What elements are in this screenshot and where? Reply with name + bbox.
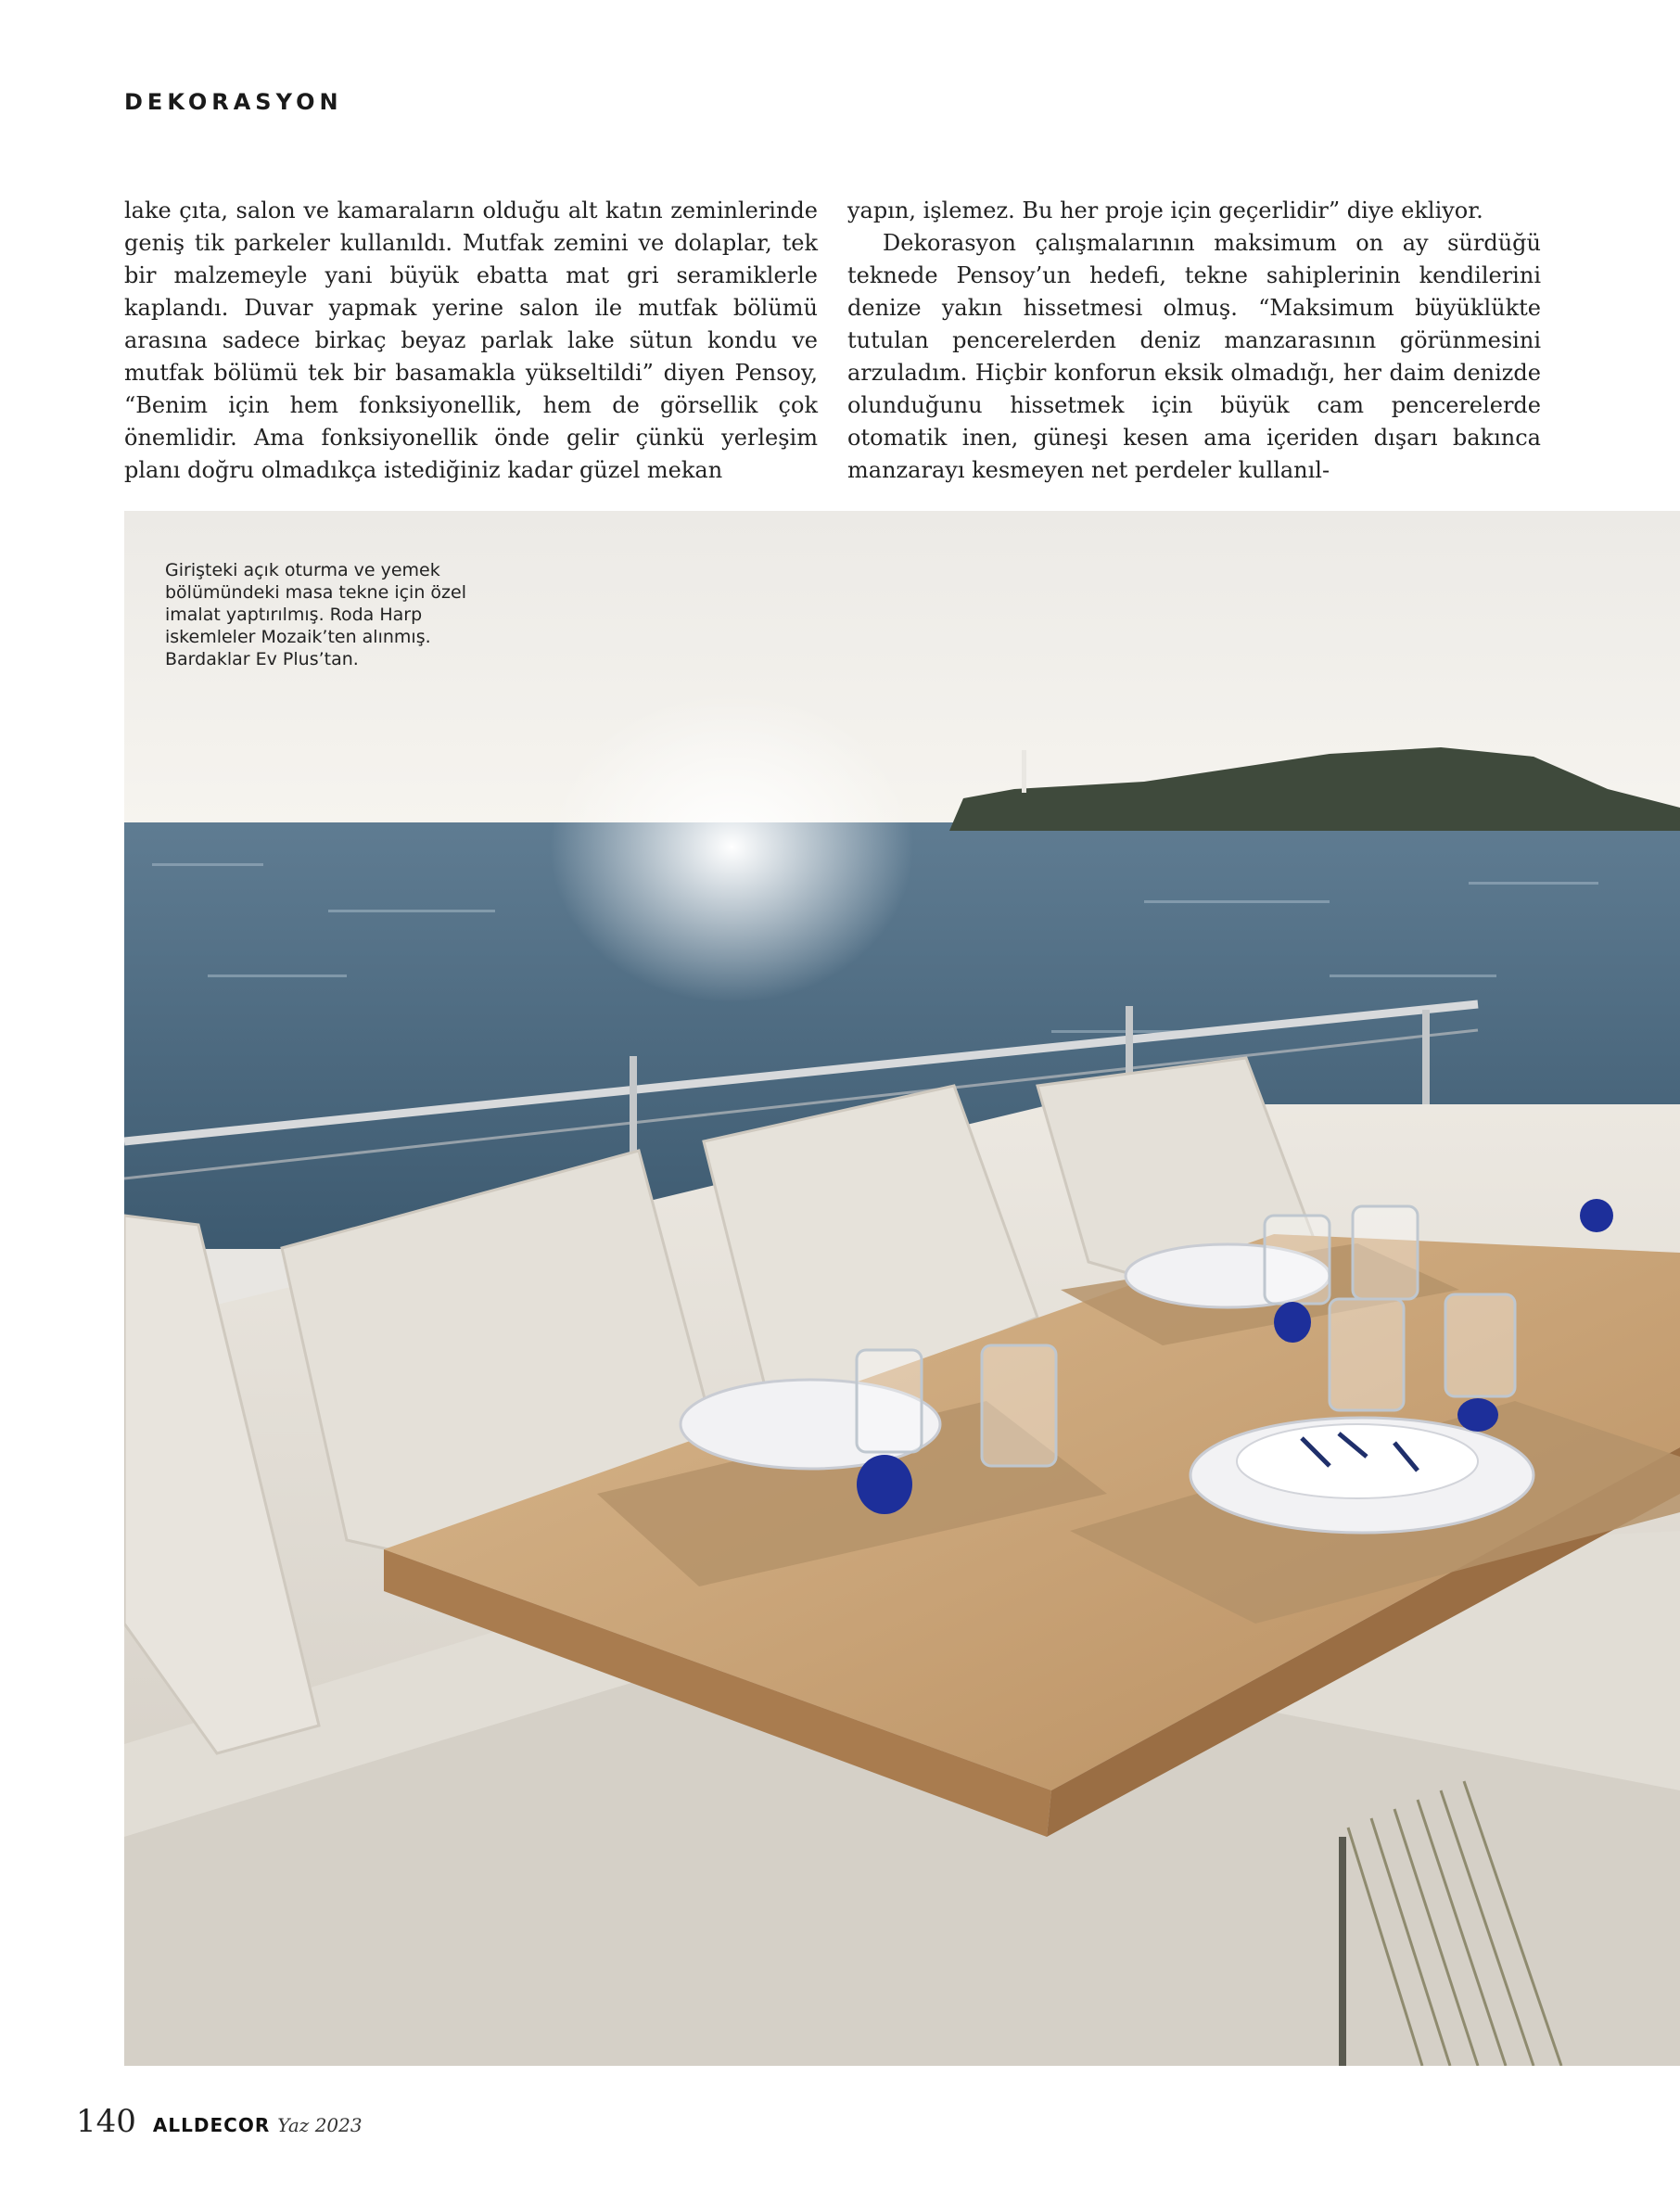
section-label: DEKORASYON bbox=[124, 89, 343, 115]
issue-label: Yaz 2023 bbox=[277, 2114, 363, 2136]
photo-illustration bbox=[124, 511, 1680, 2066]
magazine-brand: ALLDECOR bbox=[152, 2114, 271, 2136]
page-footer bbox=[76, 2103, 363, 2140]
page-number: 140 bbox=[76, 2103, 136, 2140]
body-paragraph: yapın, işlemez. Bu her proje için geçerlidir” diye ekliyor. bbox=[847, 197, 1483, 223]
body-paragraph: lake çıta, salon ve kamaraların olduğu alt katın zeminlerinde geniş tik parkeler kullanıldı. Mutfak zemini ve dolaplar, tek bir malzemeyle yani büyük ebatta mat gri seramiklerle kaplandı. Duvar yapmak yerine salon ile mutfak bölümü arasına sadece birkaç beyaz parlak lake sütun kondu ve mutfak bölümü tek bir basamakla yükseltildi” diyen Pensoy, “Benim için hem fonksiyonellik, hem de görsellik çok önemlidir. Ama fonksiyonellik önde gelir çünkü yerleşim planı doğru olmadıkça istediğiniz kadar güzel mekan bbox=[124, 197, 818, 483]
photo-caption: Girişteki açık oturma ve yemek bölümündeki masa tekne için özel imalat yaptırılmış. Roda Harp iskemleler Mozaik’ten alınmış. Bardaklar Ev Plus’tan. bbox=[165, 560, 466, 669]
yacht-deck-photo bbox=[124, 511, 1680, 2066]
body-paragraph: Dekorasyon çalışmalarının maksimum on ay sürdüğü teknede Pensoy’un hedefi, tekne sahiplerinin kendilerini denize yakın hissetmesi olmuş. “Maksimum büyüklükte tutulan pencerelerden deniz manzarasının görünmesini arzuladım. Hiçbir konforun eksik olmadığı, her daim denizde olunduğunu hissetmek için büyük cam pencerelerde otomatik inen, güneşi kesen ama içeriden dışarı bakınca manzarayı kesmeyen net perdeler kullanıl- bbox=[847, 230, 1541, 483]
text-column-right bbox=[847, 195, 1541, 487]
text-column-left bbox=[124, 195, 818, 487]
